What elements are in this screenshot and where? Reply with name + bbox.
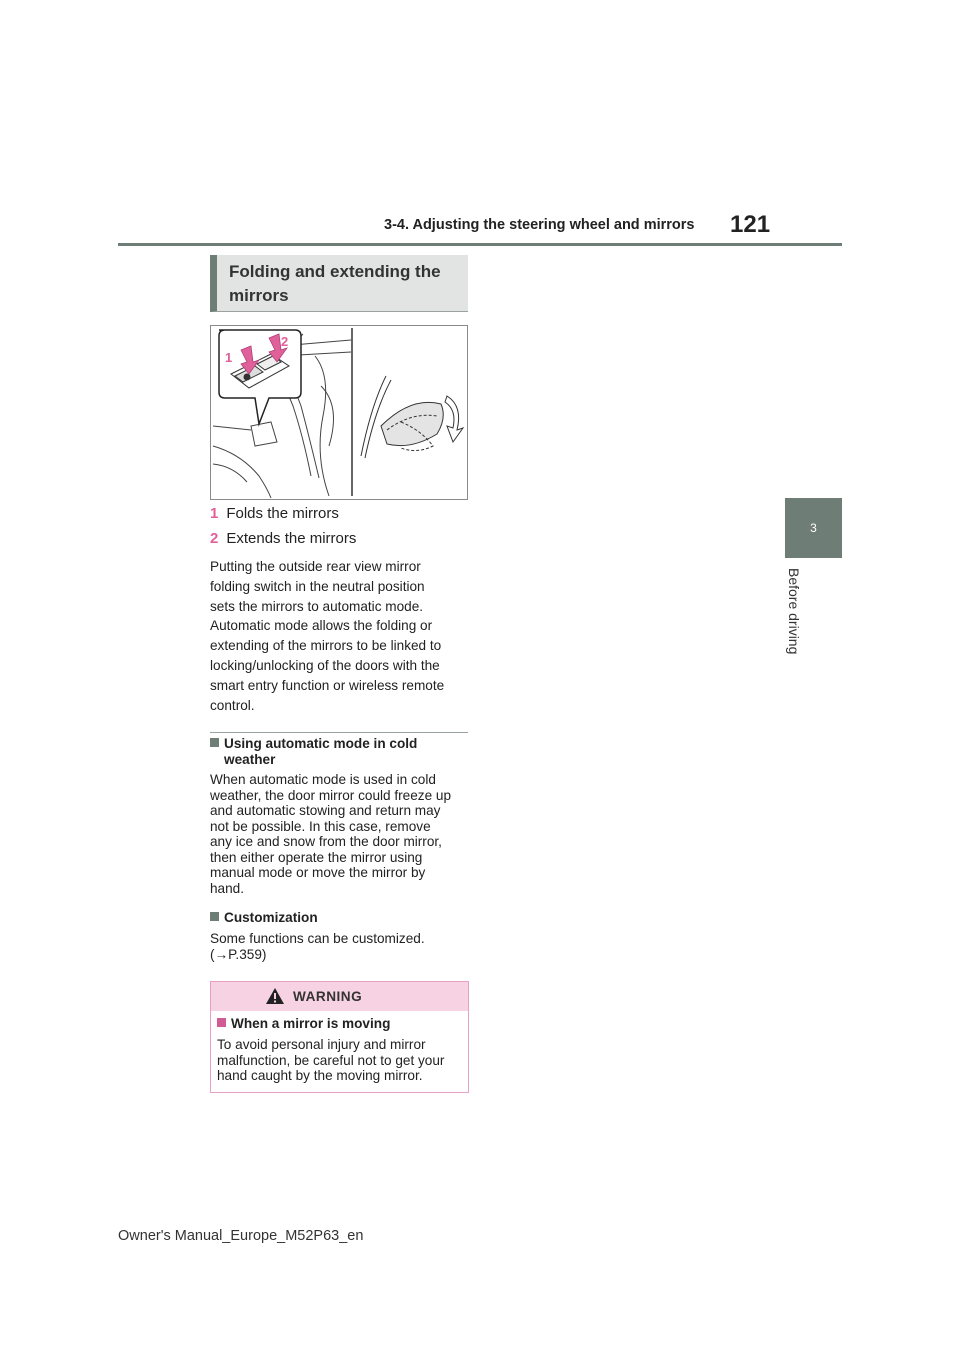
page-number: 121 bbox=[730, 211, 771, 238]
step-2-text: Extends the mirrors bbox=[226, 530, 357, 547]
cold-weather-text: When automatic mode is used in cold weather, the door mirror could freeze up and automatic stowing and return may not be possible. In this case, remove any ice and snow from the door mirror, then either operate the mirror using manual mode or move the mirror by hand. bbox=[210, 772, 452, 896]
warning-text: To avoid personal injury and mirror malfunction, be careful not to get your hand caught by the moving mirror. bbox=[217, 1037, 445, 1083]
body-line: extending of the mirrors to be linked to bbox=[210, 638, 442, 654]
header-section-title: 3-4. Adjusting the steering wheel and mirrors bbox=[384, 217, 695, 233]
warning-subheading: When a mirror is moving bbox=[217, 1016, 390, 1031]
square-bullet-icon bbox=[210, 912, 219, 921]
mirror-folding-illustration bbox=[210, 325, 468, 500]
step-1-number: 1 bbox=[210, 505, 219, 522]
cold-weather-heading: Using automatic mode in cold weather bbox=[210, 736, 417, 767]
body-line: locking/unlocking of the doors with the bbox=[210, 657, 440, 673]
step-2 bbox=[210, 530, 356, 547]
door-mirror-drawing bbox=[361, 376, 463, 458]
header-divider bbox=[118, 243, 842, 246]
section-heading bbox=[210, 255, 468, 312]
callout-2: 2 bbox=[281, 334, 289, 349]
body-line: Automatic mode allows the folding or bbox=[210, 618, 433, 634]
warning-box bbox=[210, 981, 469, 1093]
footer-manual-id: Owner's Manual_Europe_M52P63_en bbox=[118, 1228, 364, 1244]
body-line: sets the mirrors to automatic mode. bbox=[210, 598, 424, 614]
mirror-diagram bbox=[211, 326, 467, 499]
customization-heading: Customization bbox=[210, 910, 318, 926]
warning-title: WARNING bbox=[293, 989, 363, 1004]
chapter-title: Before driving bbox=[786, 568, 802, 655]
pink-square-bullet-icon bbox=[217, 1018, 226, 1027]
body-line: Putting the outside rear view mirror bbox=[210, 559, 421, 574]
chapter-number: 3 bbox=[810, 521, 817, 535]
step-1 bbox=[210, 505, 339, 522]
body-line: control. bbox=[210, 697, 255, 713]
step-2-number: 2 bbox=[210, 530, 219, 547]
page-reference-link[interactable]: (→P.359) bbox=[210, 946, 267, 962]
rotate-arrow-icon bbox=[445, 396, 463, 442]
body-line: smart entry function or wireless remote bbox=[210, 677, 445, 693]
automatic-mode-paragraph bbox=[210, 557, 472, 715]
chapter-tab bbox=[785, 498, 842, 558]
chapter-label bbox=[786, 568, 806, 668]
step-1-text: Folds the mirrors bbox=[226, 505, 339, 522]
square-bullet-icon bbox=[210, 738, 219, 747]
warning-header bbox=[211, 982, 468, 1011]
section-title: Folding and extending the mirrors bbox=[229, 262, 441, 305]
customization-text: Some functions can be customized. (→P.359) bbox=[210, 931, 472, 962]
callout-1: 1 bbox=[225, 350, 233, 365]
body-line: folding switch in the neutral position bbox=[210, 578, 425, 594]
subsection-divider bbox=[210, 732, 468, 733]
warning-triangle-icon bbox=[265, 987, 285, 1005]
